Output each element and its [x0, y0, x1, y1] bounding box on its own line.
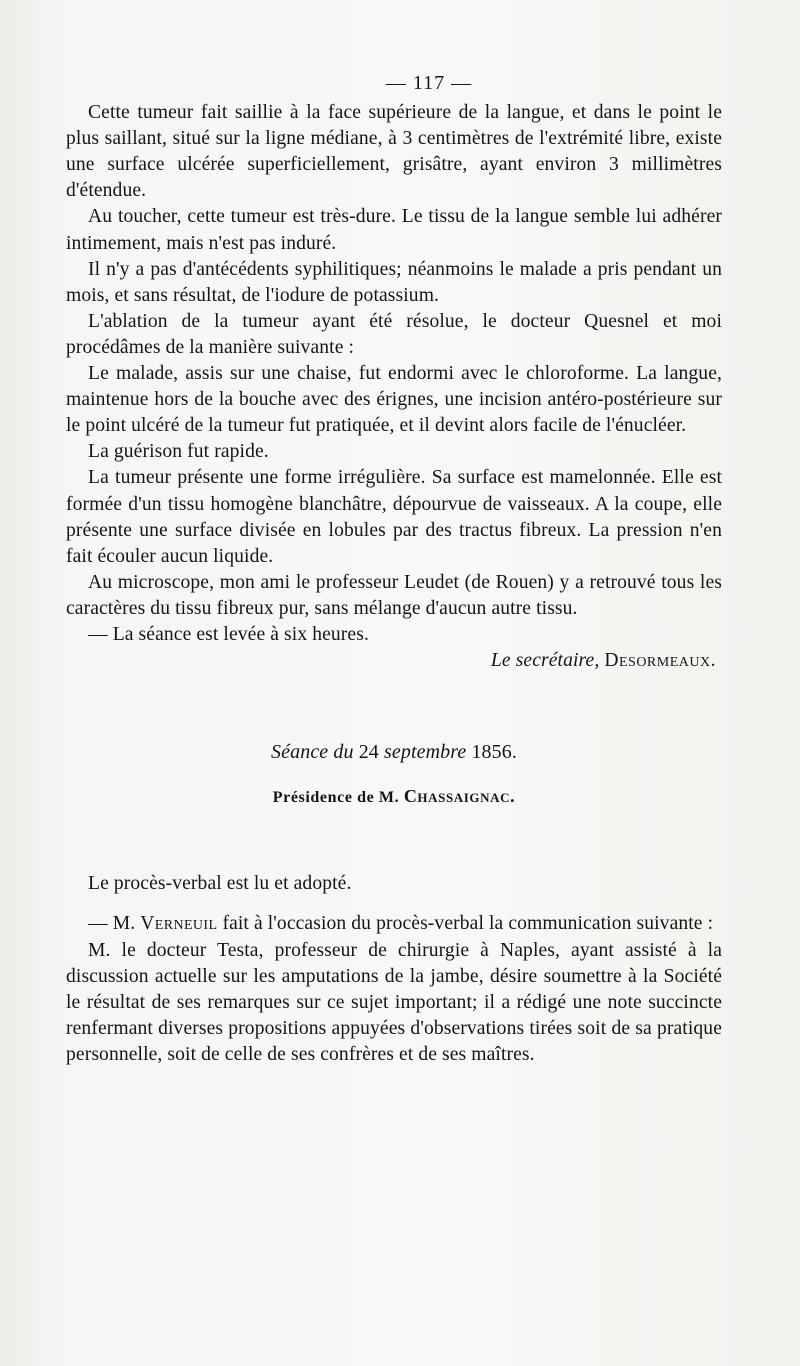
paragraph-verneuil: [66, 911, 722, 937]
session-month: septembre: [378, 741, 472, 764]
paragraph-procedure: Le malade, assis sur une chaise, fut endormi avec le chloroforme. La langue, maintenue hors de la bouche avec des érignes, une incision antéro-postérieure sur le point ulcéré de la tumeur fut pratiquée, et il devint alors facile de l'énucléer.: [66, 363, 722, 437]
session-day: 24: [358, 741, 379, 764]
verneuil-prefix: — M.: [88, 913, 141, 935]
session-heading: [66, 739, 722, 765]
session-prefix: Séance du: [271, 741, 359, 764]
paragraph-ablation: L'ablation de la tumeur ayant été résolue, le docteur Quesnel et moi procédâmes de la manière suivante :: [66, 310, 722, 358]
page-number: — 117 —: [385, 72, 473, 94]
verneuil-name: Verneuil: [140, 913, 218, 935]
presidency-heading: [66, 783, 722, 811]
paragraph-palpation: Au toucher, cette tumeur est très-dure. Le tissu de la langue semble lui adhérer intimement, mais n'est pas induré.: [66, 206, 722, 254]
paragraph-session-closed: — La séance est levée à six heures.: [88, 623, 369, 645]
session-year: 1856.: [471, 741, 517, 764]
signature-name: Desormeaux.: [604, 650, 716, 672]
paragraph-tumor-form: La tumeur présente une forme irrégulière. Sa surface est mamelonnée. Elle est formée d'un tissu homogène blanchâtre, dépourvue de vaisseaux. A la coupe, elle présente une surface divisée en lobules par des tractus fibreux. La pression n'en fait écouler aucun liquide.: [66, 467, 722, 567]
president-name: Chassaignac.: [403, 786, 516, 807]
paragraph-microscope: Au microscope, mon ami le professeur Leudet (de Rouen) y a retrouvé tous les caractères du tissu fibreux pur, sans mélange d'aucun autre tissu.: [66, 571, 722, 619]
page-content: [66, 70, 722, 1068]
paragraph-healing: La guérison fut rapide.: [88, 441, 269, 463]
paragraph-antecedents: Il n'y a pas d'antécédents syphilitiques; néanmoins le malade a pris pendant un mois, et sans résultat, de l'iodure de potassium.: [66, 258, 722, 306]
signature-separator: ,: [594, 650, 605, 672]
presidency-prefix: Présidence de M.: [272, 789, 404, 807]
paragraph-tumor-description: Cette tumeur fait saillie à la face supérieure de la langue, et dans le point le plus saillant, situé sur la ligne médiane, à 3 centimètres de l'extrémité libre, existe une surface ulcérée superficiellement, grisâtre, ayant environ 3 millimètres d'étendue.: [66, 102, 722, 202]
signature-role: Le secrétaire: [490, 650, 595, 672]
secretary-signature: [66, 648, 722, 674]
spacer: [66, 897, 722, 911]
paragraph-minutes: Le procès-verbal est lu et adopté.: [88, 873, 352, 895]
verneuil-rest: fait à l'occasion du procès-verbal la communication suivante :: [217, 913, 714, 935]
paragraph-testa: M. le docteur Testa, professeur de chirurgie à Naples, ayant assisté à la discussion actuelle sur les amputations de la jambe, désire soumettre à la Société le résultat de ses remarques sur ce sujet important; il a rédigé une note succincte renfermant diverses propositions appuyées d'observations tirées soit de sa pratique personnelle, soit de celle de ses confrères et de ses maîtres.: [66, 939, 722, 1065]
